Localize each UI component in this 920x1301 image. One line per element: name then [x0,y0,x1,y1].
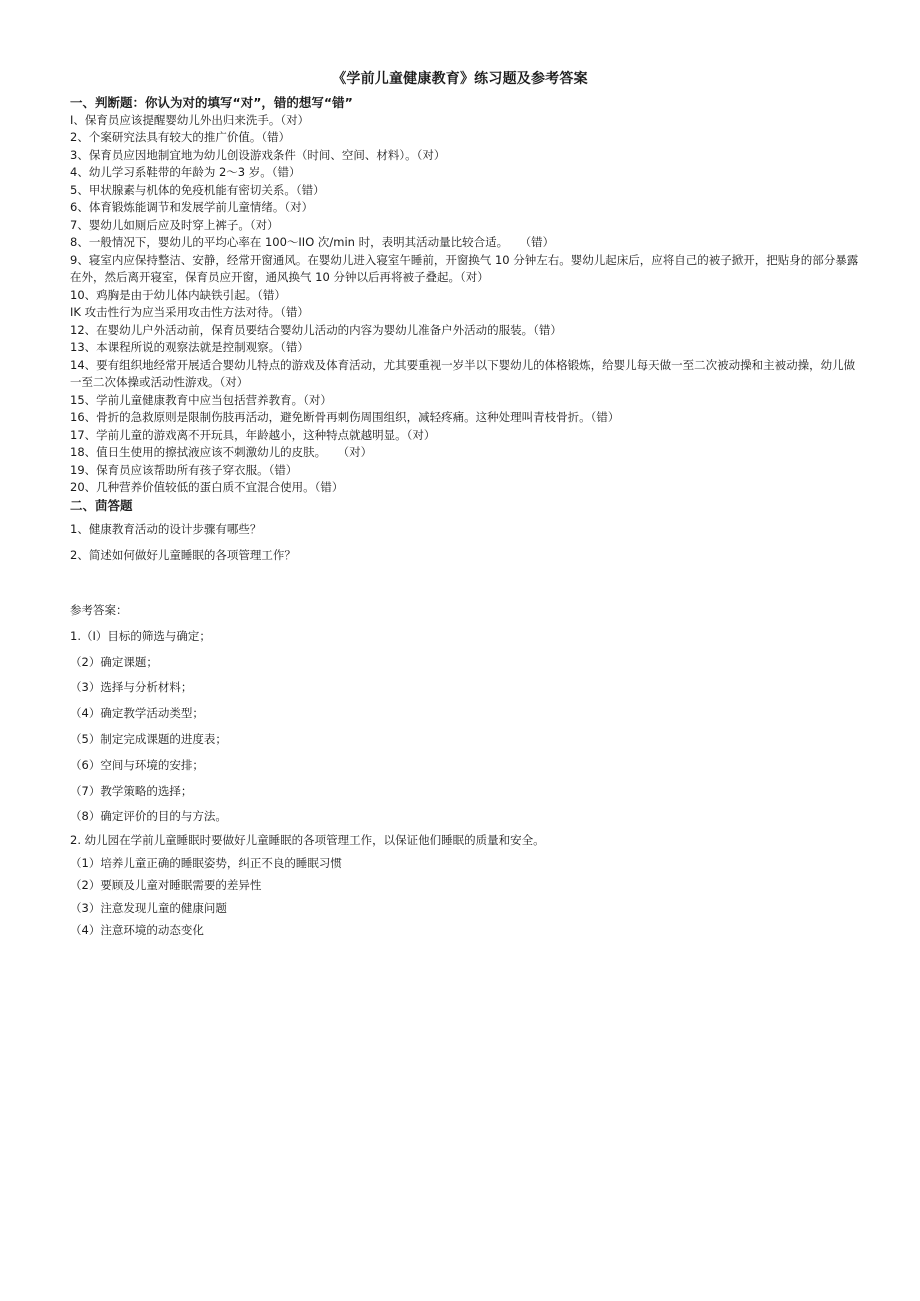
answers-label: 参考答案： [70,603,128,617]
tf-item-11: IK 攻击性行为应当采用攻击性方法对待。（错） [70,305,309,319]
answer-2-point-1: （1）培养儿童正确的睡眠姿势，纠正不良的睡眠习惯 [70,855,342,870]
answer-1-step-5: （5）制定完成课题的进度表； [70,731,227,746]
short-answer-section [70,497,860,568]
tf-item-15: 15、学前儿童健康教育中应当包括营养教育。（对） [70,392,332,407]
answer-1-section [70,598,860,830]
tf-item-19: 19、保育员应该帮助所有孩子穿衣服。（错） [70,462,298,477]
tf-item-17: 17、学前儿童的游戏离不开玩具，年龄越小，这种特点就越明显。（对） [70,427,436,442]
answer-2-intro: 2. 幼儿园在学前儿童睡眠时要做好儿童睡眠的各项管理工作，以保证他们睡眠的质量和安全。 [70,833,545,847]
tf-item-7: 7、婴幼儿如厕后应及时穿上裤子。（对） [70,217,279,232]
tf-item-9: 9、寝室内应保持整洁、安静，经常开窗通风。在婴幼儿进入寝室午睡前，开窗换气 10 分钟左右。婴幼儿起床后，应将自己的被子掀开，把贴身的部分暴露在外，然后离开寝室，保育员应开窗，通风换气 10 分钟以后再将被子叠起。（对） [70,252,859,284]
short-answer-question-1: 1、健康教育活动的设计步骤有哪些？ [70,522,262,536]
tf-item-2: 2、个案研究法具有较大的推广价值。（错） [70,130,291,144]
answer-1-step-2: （2）确定课题； [70,654,158,669]
tf-item-3: 3、保育员应因地制宜地为幼儿创设游戏条件（时间、空间、材料）。（对） [70,147,446,162]
answer-2-point-2: （2）要顾及儿童对睡眠需要的差异性 [70,878,262,893]
true-false-heading: 一、判断题：你认为对的填写“对”，错的想写“错” [70,95,353,110]
short-answer-question-2: 2、简述如何做好儿童睡眠的各项管理工作？ [70,548,296,562]
short-answer-heading: 二、茴答题 [70,498,133,513]
answer-2-section [70,829,860,942]
tf-item-13: 13、本课程所说的观察法就是控制观察。（错） [70,340,309,354]
tf-item-5: 5、甲状腺素与机体的免疫机能有密切关系。（错） [70,182,325,197]
answer-2-point-4: （4）注意环境的动态变化 [70,923,204,938]
true-false-section [70,94,860,497]
tf-item-18: 18、值日生使用的擦拭液应该不刺激幼儿的皮肤。 （对） [70,445,373,459]
answer-1-step-3: （3）选择与分析材料； [70,680,193,695]
answer-1-step-4: （4）确定教学活动类型； [70,706,204,721]
answer-1-step-6: （6）空间与环境的安排； [70,757,204,772]
tf-item-10: 10、鸡胸是由于幼儿体内缺铁引起。（错） [70,287,286,302]
tf-item-1: I、保育员应该提醒婴幼儿外出归来洗手。（对） [70,112,310,127]
document-title: 《学前儿童健康教育》练习题及参考答案 [332,71,588,87]
answer-1-step-7: （7）教学策略的选择； [70,783,193,798]
tf-item-12: 12、在婴幼儿户外活动前，保育员要结合婴幼儿活动的内容为婴幼儿准备户外活动的服装。（错） [70,322,562,337]
answer-1-step-8: （8）确定评价的目的与方法。 [70,809,227,824]
tf-item-20: 20、几种营养价值较低的蛋白质不宜混合使用。（错） [70,480,344,494]
tf-item-6: 6、体育锻炼能调节和发展学前儿童情绪。（对） [70,200,314,214]
answer-2-point-3: （3）注意发现儿童的健康问题 [70,900,227,915]
tf-item-8: 8、一般情况下，婴幼儿的平均心率在 100〜IIO 次/min 时，表明其活动量比较合适。 （错） [70,235,555,249]
tf-item-16: 16、骨折的急救原则是限制伤肢再活动，避免断骨再刺伤周围组织，减轻疼痛。这种处理叫青枝骨折。（错） [70,410,620,424]
tf-item-4: 4、幼儿学习系鞋带的年龄为 2〜3 岁。（错） [70,165,301,179]
answer-1-step-1: 1.（I）目标的筛选与确定； [70,628,211,643]
tf-item-14: 14、要有组织地经常开展适合婴幼儿特点的游戏及体育活动，尤其要重视一岁半以下婴幼儿的体格锻炼，给婴儿每天做一至二次被动操和主被动操，幼儿做一至二次体操或活动性游戏。（对） [70,357,856,389]
